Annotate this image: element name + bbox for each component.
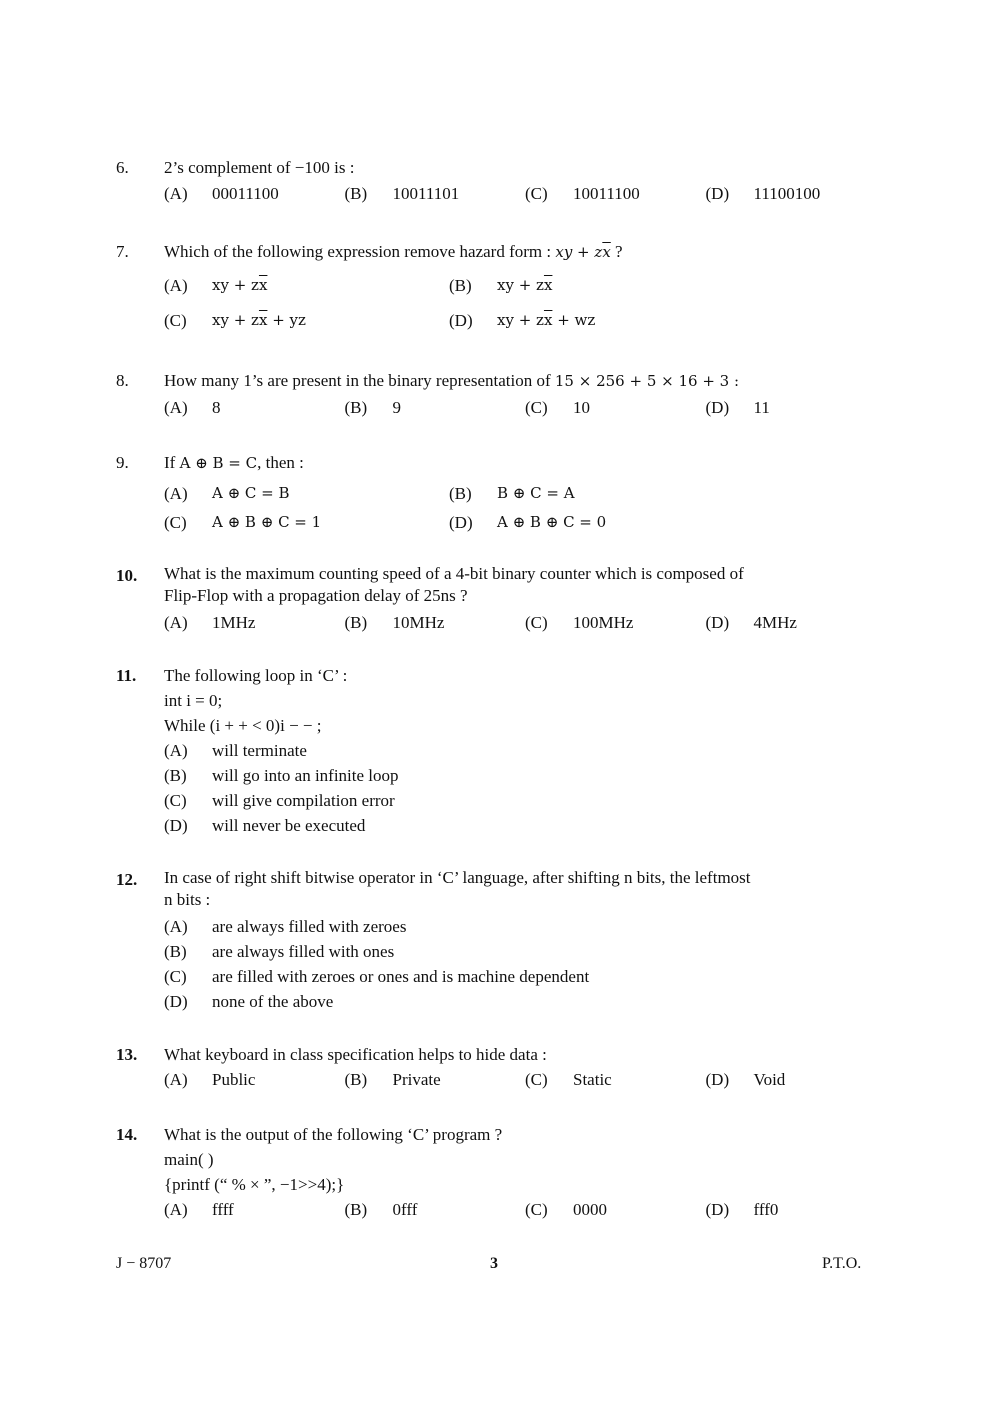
option-d: (D) xy + $z\overline{x}$ + wz (449, 311, 596, 330)
option-d: (D) 11100100 (705, 184, 821, 203)
option-a: (A) A ⊕ C = B (164, 484, 290, 503)
page-number: 3 (490, 1255, 498, 1272)
question-8 (116, 368, 886, 420)
option-c: (C) Static (525, 1070, 612, 1089)
question-number: 11. (116, 666, 137, 685)
question-text-line-1: In case of right shift bitwise operator in ‘C’ language, after shifting n bits, the leftmost (164, 868, 751, 887)
question-14 (116, 1122, 886, 1222)
question-number: 14. (116, 1125, 138, 1144)
option-c: (C) 10011100 (525, 184, 640, 203)
option-b: (B) 10011101 (344, 184, 460, 203)
option-b: (B) 0fff (344, 1200, 418, 1219)
question-text: How many 1’s are present in the binary representation of 15 × 256 + 5 × 16 + 3 : (164, 371, 740, 390)
question-number: 9. (116, 453, 129, 472)
option-b: (B) 9 (344, 398, 401, 417)
question-12 (116, 867, 886, 1014)
option-a: (A) xy + $z\overline{x}$ (164, 276, 268, 295)
code-line: int i = 0; (164, 691, 223, 710)
option-b: (B) 10MHz (344, 613, 445, 632)
option-c: (C) xy + $z\overline{x}$ + yz (164, 311, 306, 330)
question-text: Which of the following expression remove hazard form : xy + $z\overline{x}$ ? (164, 242, 623, 261)
code-line: main( ) (164, 1150, 214, 1169)
option-b: (B) Private (344, 1070, 441, 1089)
question-number: 8. (116, 371, 129, 390)
question-number: 12. (116, 870, 138, 889)
option-a: (A) 1MHz (164, 613, 256, 632)
option-a: (A) ffff (164, 1200, 234, 1219)
option-a: (A) 8 (164, 398, 221, 417)
option-d: (D) will never be executed (164, 816, 366, 835)
question-6 (116, 155, 886, 206)
option-c: (C) will give compilation error (164, 791, 395, 810)
option-d: (D) 4MHz (705, 613, 797, 632)
option-a: (A) Public (164, 1070, 256, 1089)
question-text: The following loop in ‘C’ : (164, 666, 348, 685)
option-b: (B) xy + $z\overline{x}$ (449, 276, 553, 295)
option-c: (C) 100MHz (525, 613, 634, 632)
code-line: {printf (“ % × ”, −1>>4);} (164, 1175, 345, 1194)
option-c: (C) 10 (525, 398, 590, 417)
code-line: While (i + + < 0)i − − ; (164, 716, 322, 735)
option-a: (A) will terminate (164, 741, 307, 760)
option-c: (C) are filled with zeroes or ones and is machine dependent (164, 967, 590, 986)
option-a: (A) 00011100 (164, 184, 279, 203)
question-number: 6. (116, 158, 129, 177)
question-text-line-2: Flip-Flop with a propagation delay of 25ns ? (164, 586, 468, 605)
pto-label: P.T.O. (822, 1255, 862, 1272)
question-text: If A ⊕ B = C, then : (164, 453, 304, 472)
question-11 (116, 663, 886, 838)
option-d: (D) none of the above (164, 992, 334, 1011)
question-text: What is the output of the following ‘C’ program ? (164, 1125, 503, 1144)
question-text-line-1: What is the maximum counting speed of a 4-bit binary counter which is composed of (164, 564, 744, 583)
question-number: 10. (116, 566, 138, 585)
question-13 (116, 1042, 886, 1092)
question-text: What keyboard in class specification helps to hide data : (164, 1045, 547, 1064)
question-number: 13. (116, 1045, 138, 1064)
question-text-line-2: n bits : (164, 890, 211, 909)
option-b: (B) B ⊕ C = A (449, 484, 575, 503)
option-d: (D) Void (705, 1070, 786, 1089)
option-a: (A) are always filled with zeroes (164, 917, 407, 936)
question-text: 2’s complement of −100 is : (164, 158, 355, 177)
question-number: 7. (116, 242, 129, 261)
option-b: (B) are always filled with ones (164, 942, 395, 961)
option-c: (C) 0000 (525, 1200, 607, 1219)
option-b: (B) will go into an infinite loop (164, 766, 399, 785)
question-9 (116, 450, 886, 535)
option-d: (D) 11 (705, 398, 770, 417)
option-d: (D) A ⊕ B ⊕ C = 0 (449, 513, 607, 532)
option-c: (C) A ⊕ B ⊕ C = 1 (164, 513, 322, 532)
option-d: (D) fff0 (705, 1200, 779, 1219)
question-7 (116, 239, 886, 333)
question-10 (116, 563, 886, 635)
paper-code: J − 8707 (116, 1255, 172, 1272)
